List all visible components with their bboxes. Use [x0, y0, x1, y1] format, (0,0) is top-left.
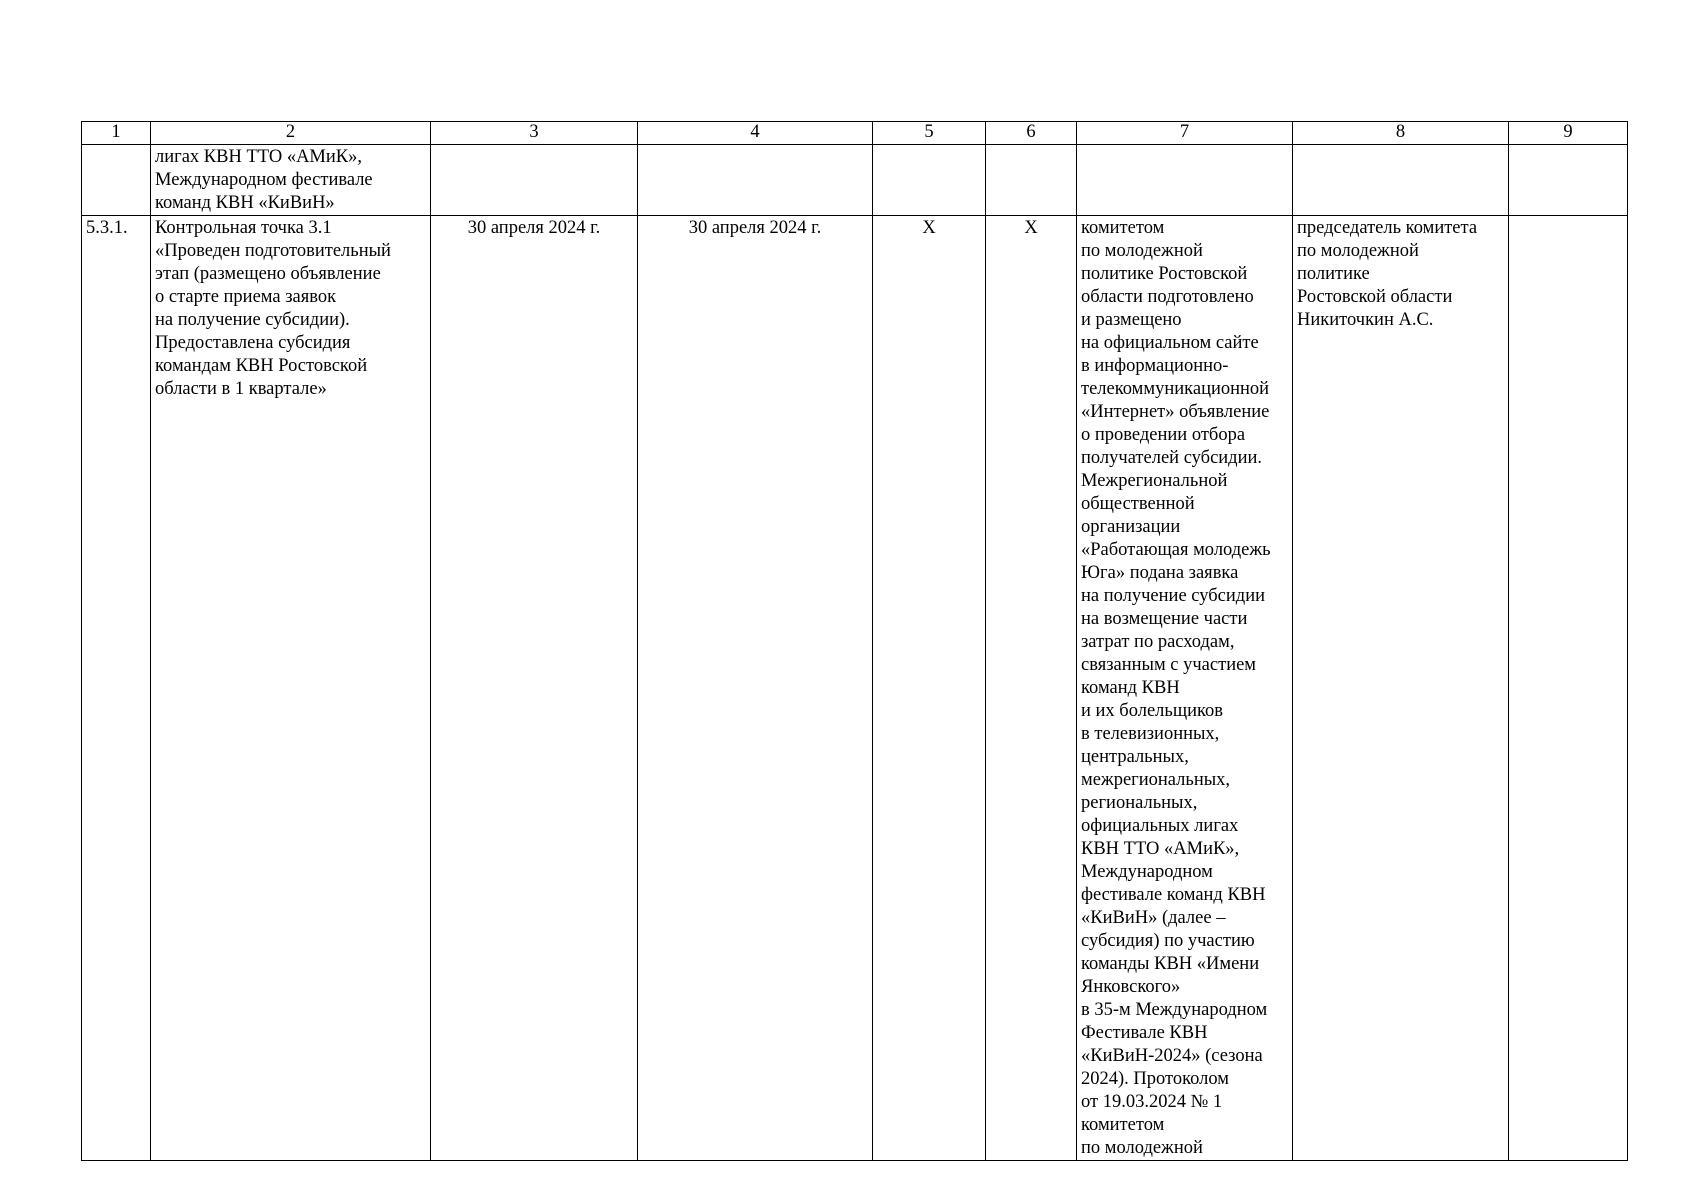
cell-number	[82, 145, 151, 216]
column-number: 1	[82, 122, 151, 145]
cell-col6	[986, 145, 1077, 216]
cell-responsible	[1293, 145, 1509, 216]
cell-col5-mark: X	[873, 216, 986, 1161]
column-number: 6	[986, 122, 1077, 145]
cell-result	[1077, 145, 1293, 216]
cell-col6-mark: X	[986, 216, 1077, 1161]
cell-responsible-person: председатель комитета по молодежной политике Ростовской области Никиточкин А.С.	[1293, 216, 1509, 1161]
cell-result-description: комитетом по молодежной политике Ростовской области подготовлено и размещено на официальном сайте в информационно- телекоммуникационной «Интернет» объявление о проведении отбора получателей субсидии. Межрегиональной общественной организации «Работающая молодежь Юга» подана заявка на получение субсидии на возмещение части затрат по расходам, связанным с участием команд КВН и их болельщиков в телевизионных, центральных, межрегиональных, региональных, официальных лигах КВН ТТО «АМиК», Международном фестивале команд КВН «КиВиН» (далее – субсидия) по участию команды КВН «Имени Янковского» в 35-м Международном Фестивале КВН «КиВиН-2024» (сезона 2024). Протоколом от 19.03.2024 № 1 комитетом по молодежной	[1077, 216, 1293, 1161]
cell-actual-date	[638, 145, 873, 216]
cell-planned-date: 30 апреля 2024 г.	[431, 216, 638, 1161]
continuation-row	[82, 145, 1628, 216]
cell-actual-date: 30 апреля 2024 г.	[638, 216, 873, 1161]
column-number: 7	[1077, 122, 1293, 145]
control-point-row	[82, 216, 1628, 1161]
column-number: 5	[873, 122, 986, 145]
report-table	[81, 121, 1628, 1161]
column-number-row	[82, 122, 1628, 145]
cell-control-point-name: Контрольная точка 3.1 «Проведен подготовительный этап (размещено объявление о старте приема заявок на получение субсидии). Предоставлена субсидия командам КВН Ростовской области в 1 квартале»	[151, 216, 431, 1161]
cell-col9	[1509, 216, 1628, 1161]
cell-name-continuation: лигах КВН ТТО «АМиК», Международном фестивале команд КВН «КиВиН»	[151, 145, 431, 216]
column-number: 2	[151, 122, 431, 145]
cell-item-number: 5.3.1.	[82, 216, 151, 1161]
column-number: 9	[1509, 122, 1628, 145]
column-number: 8	[1293, 122, 1509, 145]
cell-col5	[873, 145, 986, 216]
cell-planned-date	[431, 145, 638, 216]
column-number: 4	[638, 122, 873, 145]
column-number: 3	[431, 122, 638, 145]
cell-col9	[1509, 145, 1628, 216]
